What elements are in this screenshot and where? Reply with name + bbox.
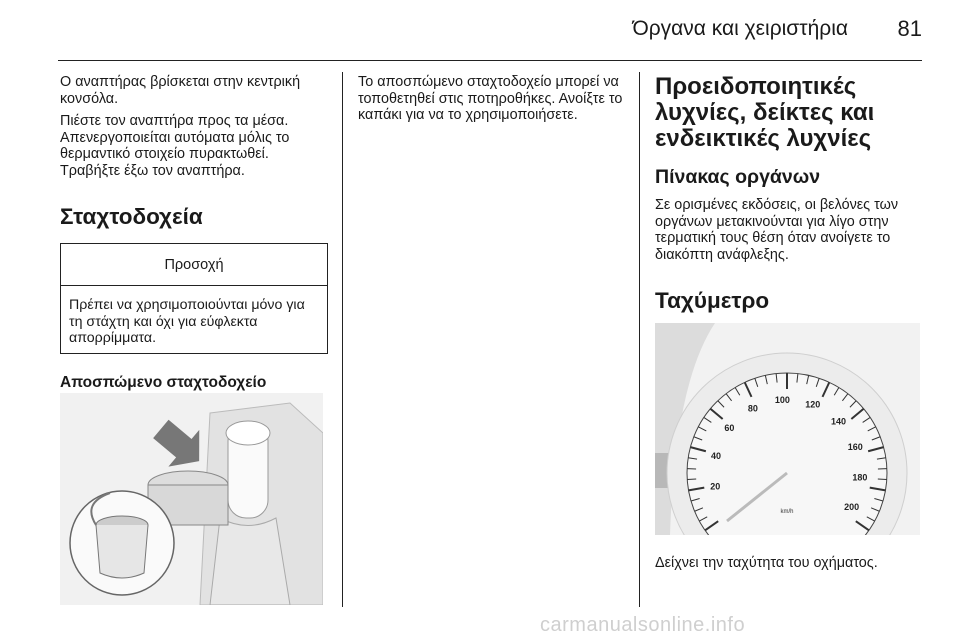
speedometer-unit-label: km/h [780,509,794,515]
lighter-location-text: Ο αναπτήρας βρίσκεται στην κεντρική κονσόλα. [60,74,301,107]
ashtrays-heading: Σταχτοδοχεία [60,204,203,229]
removable-ashtray-text: Το αποσπώμενο σταχτοδοχείο μπορεί να τοποθετηθεί στις ποτηροθήκες. Ανοίξτε το καπάκι για να το χρησιμοποιήσετε. [358,74,623,123]
speedometer-tick-label: 80 [747,403,758,414]
speedometer-tick-label: 180 [852,472,868,483]
caution-title: Προσοχή [61,244,327,286]
speedometer-tick-label: 40 [711,450,722,461]
speedometer-tick-label: 160 [847,442,863,453]
speedometer-tick-label: 120 [805,399,821,410]
speedometer-tick [687,479,696,480]
speedometer-illustration [655,323,920,535]
speedometer-tick-label: 60 [724,423,735,434]
page-header [58,0,922,61]
header-title: Όργανα και χειριστήρια [632,17,848,40]
speedometer-tick [878,479,887,480]
speedometer-caption: Δείχνει την ταχύτητα του οχήματος. [655,555,878,571]
speedometer-heading: Ταχύμετρο [655,288,770,313]
speedometer-tick-label: 200 [844,501,860,512]
speedometer-tick-label: 140 [831,416,847,427]
column-2 [358,74,626,130]
page-number: 81 [897,16,922,41]
speedometer-tick-label: 100 [774,395,790,406]
column-1 [60,74,328,406]
removable-ashtray-heading: Αποσπώμενο σταχτοδοχείο [60,373,267,391]
instrument-cluster-heading: Πίνακας οργάνων [655,166,821,188]
speedometer-tick-label: 20 [710,481,721,492]
column-divider-2 [639,72,640,607]
instrument-cluster-text: Σε ορισμένες εκδόσεις, οι βελόνες των οργάνων μετακινούνται για λίγο στην τερματική τους θέση όταν ανοίγετε το διακόπτη ανάφλεξης. [655,197,899,263]
column-divider-1 [342,72,343,607]
footer-watermark: carmanualsonline.info [540,614,746,636]
caution-box [60,243,328,354]
caution-text: Πρέπει να χρησιμοποιούνται μόνο για τη στάχτη και όχι για εύφλεκτα απορρίμματα. [69,297,305,346]
lighter-usage-text: Πιέστε τον αναπτήρα προς τα μέσα. Απενεργοποιείται αυτόματα μόλις το θερμαντικό στοιχείο πυρακτωθεί. Τραβήξτε έξω τον αναπτήρα. [60,113,290,179]
column-3 [655,74,923,327]
warning-lights-heading: Προειδοποιητικές λυχνίες, δείκτες και ενδεικτικές λυχνίες [655,73,875,152]
ashtray-illustration [60,393,323,605]
